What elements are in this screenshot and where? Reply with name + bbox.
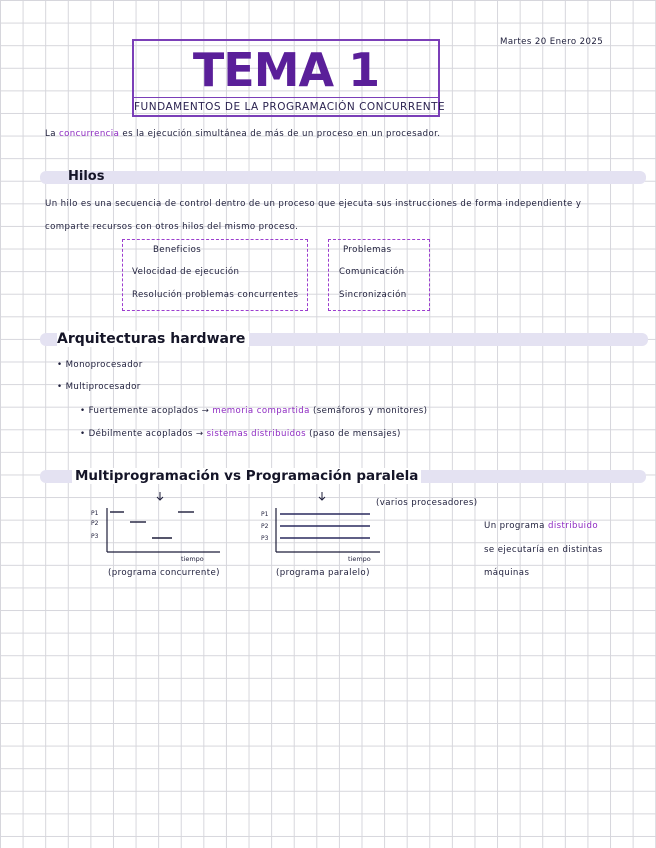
distribuido-highlight: distribuido [547, 521, 598, 531]
arrow-down-icon [319, 492, 325, 500]
hilos-line-1: Un hilo es una secuencia de control dentro de un proceso que ejecuta sus instrucciones de forma independiente y [45, 199, 582, 209]
intro-part1: La [45, 129, 56, 139]
problemas-title: Problemas [343, 245, 392, 255]
arquitectura-item: • Multiprocesador [57, 382, 141, 392]
sub-item-debilmente: • Débilmente acoplados → sistemas distribuidos (paso de mensajes) [80, 429, 401, 439]
sub1-rest: (semáforos y monitores) [312, 406, 428, 416]
beneficios-title: Beneficios [153, 245, 202, 255]
p2-label: P2 [261, 523, 269, 530]
hilos-band [40, 171, 646, 184]
p1-label: P1 [91, 510, 99, 517]
sub2-highlight: sistemas distribuidos [206, 429, 307, 439]
multiprog-heading: Multiprogramación vs Programación paralela [72, 468, 421, 484]
sub2-text: Débilmente acoplados → [88, 429, 204, 439]
distribuido-line-2: se ejecutaría en distintas [484, 545, 603, 555]
page-subtitle: FUNDAMENTOS DE LA PROGRAMACIÓN CONCURRENTE [134, 101, 446, 113]
right-note: (varios procesadores) [376, 498, 478, 508]
p2-label: P2 [91, 520, 99, 527]
sub2-rest: (paso de mensajes) [309, 429, 401, 439]
problemas-box [328, 239, 430, 311]
title-box [132, 39, 446, 117]
sub1-text: Fuertemente acoplados → [88, 406, 210, 416]
sub1-highlight: memoria compartida [212, 406, 310, 416]
intro-text [45, 129, 440, 139]
beneficios-box [122, 239, 308, 311]
beneficio-item: Resolución problemas concurrentes [132, 290, 299, 300]
p1-label: P1 [261, 511, 269, 518]
date-label: Martes 20 Enero 2025 [500, 37, 604, 47]
distribuido-line-3: máquinas [484, 568, 530, 578]
sub-item-fuertemente: • Fuertemente acoplados → memoria compartida (semáforos y monitores) [80, 406, 428, 416]
time-axis-label: tiempo [181, 555, 204, 563]
right-caption: (programa paralelo) [276, 568, 370, 578]
concurrent-timeline-diagram [88, 488, 238, 568]
left-caption: (programa concurrente) [108, 568, 220, 578]
distribuido-part1: Un programa [484, 521, 545, 531]
distribuido-line-1 [484, 521, 598, 531]
intro-highlight: concurrencia [59, 129, 120, 139]
page-title: TEMA 1 [192, 43, 380, 97]
parallel-timeline-diagram [258, 488, 388, 568]
arrow-down-icon [157, 492, 163, 500]
beneficio-item: Velocidad de ejecución [132, 267, 240, 277]
arquitectura-item: • Monoprocesador [57, 360, 143, 370]
hilos-heading: Hilos [68, 169, 105, 184]
intro-part2: es la ejecución simultánea de más de un proceso en un procesador. [122, 129, 441, 139]
time-axis-label: tiempo [348, 555, 371, 563]
problema-item: Comunicación [339, 267, 405, 277]
p3-label: P3 [91, 533, 99, 540]
problema-item: Sincronización [339, 290, 407, 300]
hilos-line-2: comparte recursos con otros hilos del mismo proceso. [45, 222, 299, 232]
arquitecturas-heading: Arquitecturas hardware [57, 331, 249, 347]
p3-label: P3 [261, 535, 269, 542]
title-divider [134, 97, 438, 98]
